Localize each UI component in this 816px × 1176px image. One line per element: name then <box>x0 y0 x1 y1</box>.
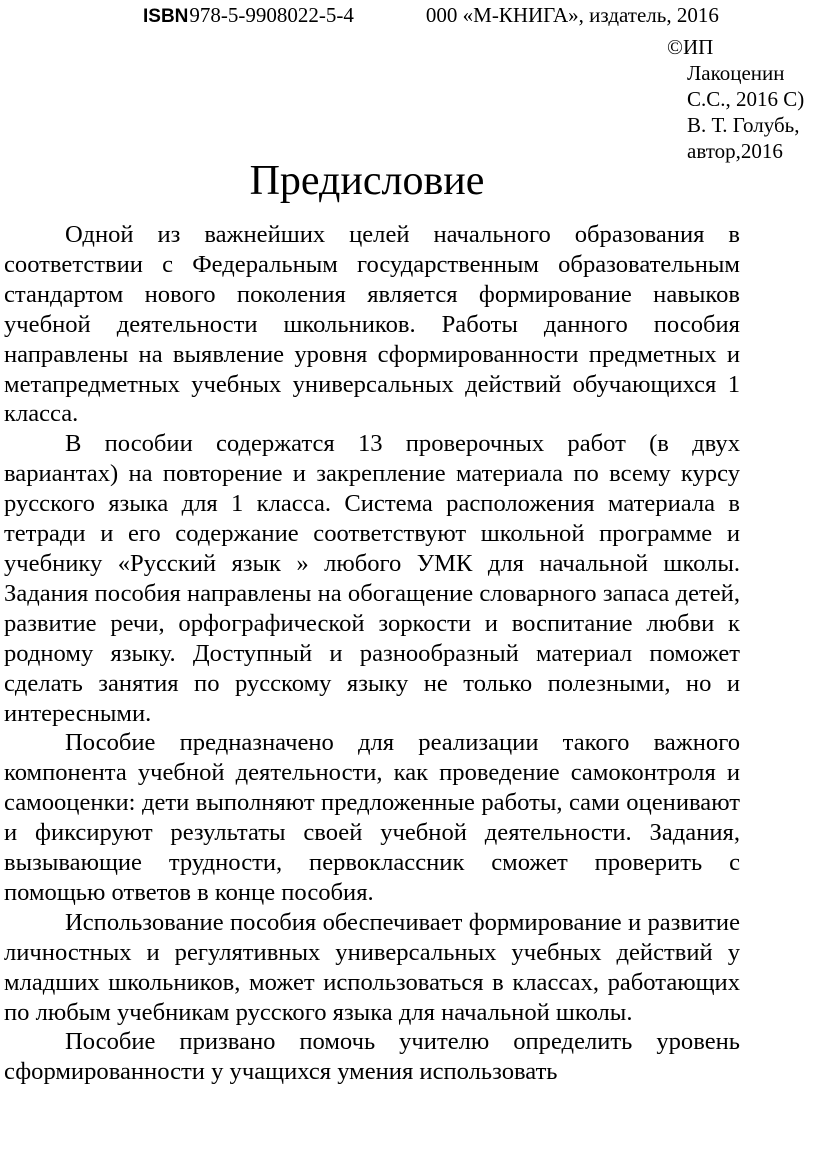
copyright-line: автор,2016 <box>687 139 783 163</box>
paragraph: В пособии содержатся 13 проверочных работ (в двух вариантах) на повторение и закрепление материала по всему курсу русского языка для 1 класса. Система расположения материала в тетради и его содержание соответствуют школьной программе и учебнику «Русский язык » любого УМК для начальной школы. Задания пособия направлены на обогащение словарного запаса детей, развитие речи, орфографической зоркости и воспитание любви к родному языку. Доступный и разнообразный материал поможет сделать занятия по русскому языку не только полезными, но и интересными. <box>4 430 740 727</box>
page-title: Предисловие <box>249 158 485 204</box>
copyright-block <box>667 34 816 164</box>
paragraph: Пособие предназначено для реализации такого важного компонента учебной деятельности, как проведение самоконтроля и самооценки: дети выполняют предложенные работы, сами оценивают и фиксируют результаты своей учебной деятельности. Задания, вызывающие трудности, первоклассник сможет проверить с помощью ответов в конце пособия. <box>4 729 740 906</box>
body-text <box>4 220 740 1087</box>
paragraph: Одной из важнейших целей начального образования в соответствии с Федеральным государственным образовательным стандартом нового поколения является формирование навыков учебной деятельности школьников. Работы данного пособия направлены на выявление уровня сформированности предметных и метапредметных учебных универсальных действий обучающихся 1 класса. <box>4 221 740 428</box>
publication-header <box>143 2 719 30</box>
paragraph: Использование пособия обеспечивает формирование и развитие личностных и регулятивных универсальных учебных действий у младших школьников, может использоваться в классах, работающих по любым учебникам русского языка для начальной школы. <box>4 908 740 1026</box>
publisher-info: 000 «М-КНИГА», издатель, 2016 <box>425 3 719 27</box>
paragraph: Пособие призвано помочь учителю определить уровень сформированности у учащихся умения использовать <box>4 1028 740 1086</box>
copyright-line: ©ИП <box>667 35 714 59</box>
isbn-label: ISBN <box>143 6 189 27</box>
copyright-line: Лакоценин <box>687 61 785 85</box>
isbn-number: 978-5-9908022-5-4 <box>189 3 354 27</box>
copyright-line: С.С., 2016 С) <box>687 87 805 111</box>
copyright-line: В. Т. Голубь, <box>687 113 800 137</box>
